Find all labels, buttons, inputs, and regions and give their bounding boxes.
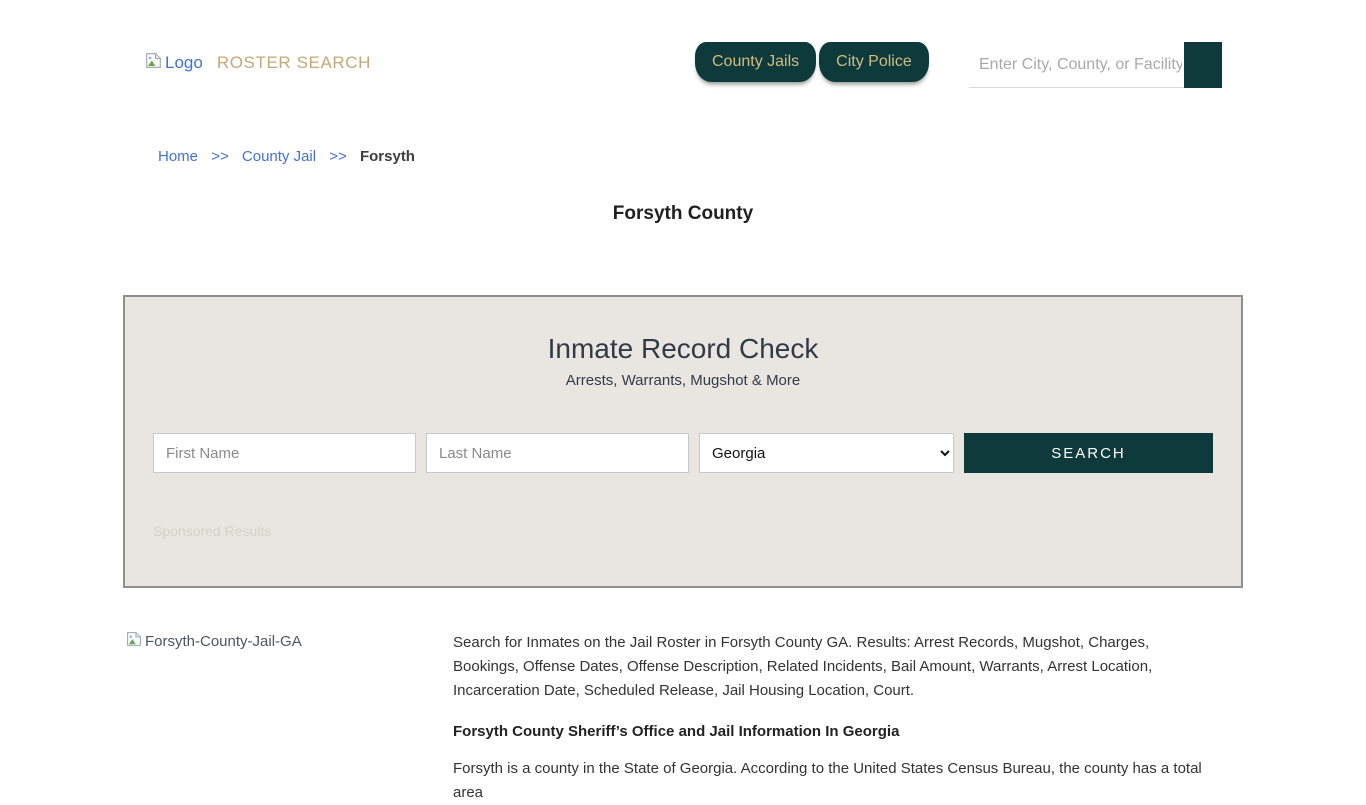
facility-search-input[interactable]	[969, 42, 1184, 88]
last-name-input[interactable]	[426, 433, 689, 473]
state-select[interactable]	[699, 433, 954, 473]
content-text-column	[453, 631, 1243, 805]
header-nav	[695, 42, 929, 82]
search-button[interactable]: SEARCH	[964, 433, 1213, 473]
site-header	[123, 0, 1243, 105]
inmate-search-form	[153, 433, 1213, 473]
brand-title: ROSTER SEARCH	[216, 53, 372, 72]
facility-search-submit-button[interactable]	[1184, 42, 1222, 88]
jail-broken-image	[126, 631, 302, 652]
breadcrumb-home-link[interactable]: Home	[158, 148, 199, 165]
header-search	[969, 42, 1222, 88]
breadcrumb-separator: >>	[211, 148, 229, 165]
county-jails-button[interactable]: County Jails	[695, 42, 816, 82]
logo-link[interactable]	[145, 52, 371, 74]
broken-image-icon	[145, 52, 162, 74]
panel-title: Inmate Record Check	[547, 333, 819, 364]
broken-image-icon	[126, 631, 142, 652]
page-container	[123, 0, 1243, 805]
section-heading: Forsyth County Sheriff’s Office and Jail Information In Georgia	[453, 723, 900, 740]
city-police-button[interactable]: City Police	[819, 42, 929, 82]
panel-subtitle: Arrests, Warrants, Mugshot & More	[565, 372, 801, 389]
logo-broken-image	[145, 52, 203, 74]
sponsored-results-label: Sponsored Results	[153, 523, 272, 539]
breadcrumb-current: Forsyth	[359, 148, 415, 165]
jail-image-column	[123, 631, 453, 652]
logo-alt-text: Logo	[165, 53, 203, 72]
first-name-input[interactable]	[153, 433, 416, 473]
content-section	[123, 631, 1243, 805]
jail-image-alt-text: Forsyth-County-Jail-GA	[145, 633, 302, 650]
inmate-record-check-panel	[123, 295, 1243, 588]
intro-paragraph: Search for Inmates on the Jail Roster in Forsyth County GA. Results: Arrest Records, Mugshot, Charges, Bookings, Offense Dates, Offense Description, Related Incidents, Bail Amount, Warrants, Arrest Location, Incarceration Date, Scheduled Release, Jail Housing Location, Court.	[453, 634, 1153, 699]
breadcrumb-separator: >>	[329, 148, 347, 165]
breadcrumb	[158, 148, 1243, 166]
body-paragraph: Forsyth is a county in the State of Georgia. According to the United States Census Bureau, the county has a total area	[453, 760, 1202, 801]
breadcrumb-county-jail-link[interactable]: County Jail	[241, 148, 317, 165]
page-title: Forsyth County	[612, 203, 754, 224]
